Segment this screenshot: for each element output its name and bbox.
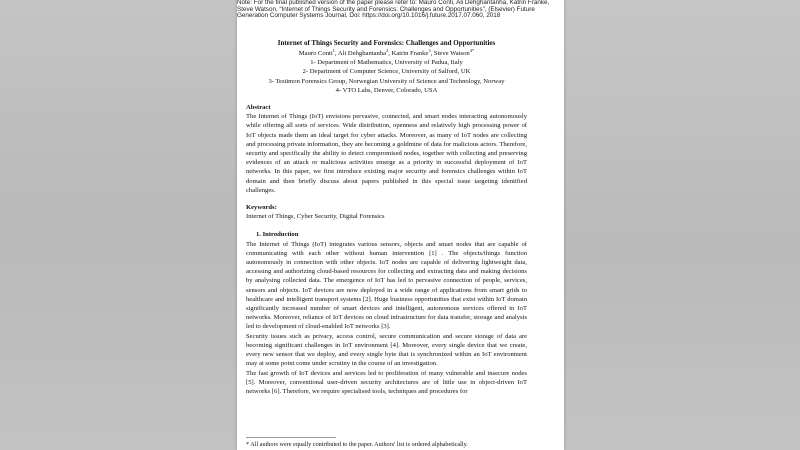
- author-list: [246, 49, 527, 58]
- affiliation: 3- Testimon Forensics Group, Norwegian University of Science and Technology, Norway: [268, 77, 505, 85]
- viewer-background-right: [564, 0, 800, 450]
- intro-paragraph: The Internet of Things (IoT) integrates various sensors, objects and smart nodes that are capable of communicating with each other without human intervention [1] . The objects/things function autonomously in connection with other objects. IoT nodes are capable of delivering lightweight data, accessing and authorizing cloud-based resources for collecting and extracting data and making decisions by analysing collected data. The emergence of IoT has led to pervasive connection of people, services, sensors and objects. IoT devices are now deployed in a wide range of applications from smart grids to healthcare and intelligent transport systems [2]. Huge business opportunities that exist within IoT domain significantly increased number of smart devices and intelligent, autonomous services offered in IoT networks. Moreover, reliance of IoT devices on cloud infrastructure for data transfer, storage and analysis led to development of cloud-enabled IoT networks [3].: [246, 240, 527, 331]
- publication-note: Note: For the final published version of the paper please refer to: Mauro Conti, Ali Dehghantanha, Katrin Franke, Steve Watson, “Internet of Things Security and Forensics: Challenges and Opportunities”, (Elsevier) Future Generation Computer Systems Journal, Doi: https://doi.org/10.1016/j.future.2017.07.060, 2018: [237, 0, 550, 19]
- keywords-heading: Keywords:: [246, 204, 277, 212]
- affiliation: 1- Department of Mathematics, University of Padua, Italy: [310, 59, 463, 67]
- author-sep: ,: [334, 50, 338, 57]
- abstract-heading: Abstract: [246, 104, 271, 112]
- footnote: * All authors were equally contributed to the paper. Authors' list is ordered alphabetically.: [246, 441, 468, 448]
- author-sup: 1: [332, 47, 335, 53]
- author-sup: 2: [386, 47, 389, 53]
- affiliation: 4- VTO Labs, Denver, Colorado, USA: [335, 86, 438, 94]
- author-sep: ,: [430, 50, 434, 57]
- author-sup: 4*: [469, 47, 475, 53]
- abstract-text: The Internet of Things (IoT) envisions pervasive, connected, and smart nodes interacting autonomously while offering all sorts of services. Wide distribution, openness and relatively high processing power of IoT objects made them an ideal target for cyber attacks. Moreover, as many of IoT nodes are collecting and processing private information, they are becoming a goldmine of data for malicious actors. Therefore, security and specifically the ability to detect compromised nodes, together with collecting and preserving evidences of an attack or malicious activities emerge as a priority in successful deployment of IoT networks. In this paper, we first introduce existing major security and forensics challenges within IoT domain and then briefly discuss about papers published in this special issue targeting identified challenges.: [246, 113, 527, 194]
- intro-paragraph: Security issues such as privacy, access control, secure communication and secure storage of data are becoming significant challenges in IoT environment [4]. Moreover, every single device that we create, every new sensor that we deploy, and every single byte that is synchronized within an IoT environment may at some point come under scrutiny in the course of an investigation.: [246, 332, 527, 368]
- author-name: Steve Watson: [433, 50, 470, 57]
- author-name: Ali Dehghantanha: [337, 50, 387, 57]
- author-name: Mauro Conti: [298, 50, 333, 57]
- author-name: Katrin Franke: [391, 50, 429, 57]
- introduction-heading: 1. Introduction: [256, 231, 299, 239]
- paper-title: Internet of Things Security and Forensics: Challenges and Opportunities: [277, 39, 496, 47]
- viewer-background-left: [0, 0, 237, 450]
- author-sep: ,: [388, 50, 392, 57]
- footnote-divider: [246, 437, 336, 438]
- paper-body: [246, 39, 527, 396]
- affiliation: 2- Department of Computer Science, University of Salford, UK: [302, 68, 471, 76]
- author-sup: 3: [428, 47, 431, 53]
- intro-paragraph: The fast growth of IoT devices and services led to proliferation of many vulnerable and insecure nodes [5]. Moreover, conventional user-driven security architectures are of little use in object-driven IoT networks [6]. Therefore, we require specialised tools, techniques and procedures for: [246, 369, 527, 395]
- keywords-text: Internet of Things, Cyber Security, Digital Forensics: [246, 213, 385, 221]
